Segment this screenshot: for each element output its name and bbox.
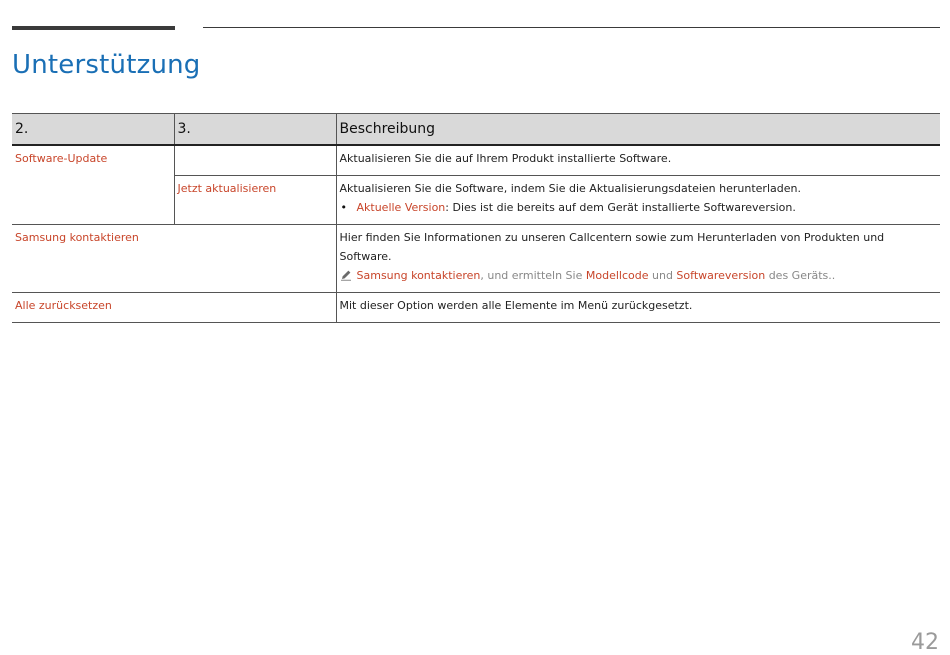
jetzt-aktualisieren-link[interactable]: Jetzt aktualisieren xyxy=(177,182,277,195)
alle-zuruecksetzen-description: Mit dieser Option werden alle Elemente im Menü zurückgesetzt. xyxy=(336,293,940,323)
note-text-3: des Geräts.. xyxy=(765,269,836,282)
alle-zuruecksetzen-cell xyxy=(12,293,336,323)
jetzt-aktualisieren-description: Aktualisieren Sie die Software, indem Sie die Aktualisierungsdateien herunterladen. xyxy=(339,182,801,195)
table-row-alle-zuruecksetzen xyxy=(12,293,940,323)
list-item xyxy=(340,198,938,217)
samsung-kontaktieren-cell xyxy=(12,225,336,293)
jetzt-aktualisieren-cell xyxy=(174,176,336,225)
empty-cell xyxy=(174,145,336,176)
header-rule-thin xyxy=(203,27,940,28)
page-title: Unterstützung xyxy=(12,50,201,80)
samsung-kontaktieren-link[interactable]: Samsung kontaktieren xyxy=(15,231,139,244)
alle-zuruecksetzen-link[interactable]: Alle zurücksetzen xyxy=(15,299,112,312)
note-text-1: , und ermitteln Sie xyxy=(480,269,586,282)
empty-cell xyxy=(12,176,174,225)
table-header-row xyxy=(12,114,940,146)
software-update-description: Aktualisieren Sie die auf Ihrem Produkt installierte Software. xyxy=(336,145,940,176)
table-row-samsung-kontaktieren xyxy=(12,225,940,293)
note-text-2: und xyxy=(648,269,677,282)
samsung-kontaktieren-description: Hier finden Sie Informationen zu unseren Callcentern sowie zum Herunterladen von Produkten und Software. xyxy=(339,231,885,263)
settings-table xyxy=(12,113,940,323)
note-line xyxy=(340,266,938,285)
bullet-list xyxy=(340,198,938,217)
table-row-jetzt-aktualisieren xyxy=(12,176,940,225)
note-samsung-link[interactable]: Samsung kontaktieren xyxy=(356,269,481,282)
softwareversion-link[interactable]: Softwareversion xyxy=(676,269,766,282)
table-row-software-update xyxy=(12,145,940,176)
header-col-2: 2. xyxy=(12,114,174,146)
jetzt-aktualisieren-description-cell xyxy=(336,176,940,225)
page-number: 42 xyxy=(911,630,939,655)
header-rule-thick xyxy=(12,26,175,30)
bullet-text: : Dies ist die bereits auf dem Gerät installierte Softwareversion. xyxy=(445,201,796,214)
software-update-link[interactable]: Software-Update xyxy=(15,152,108,165)
samsung-kontaktieren-description-cell xyxy=(336,225,940,293)
header-col-3: 3. xyxy=(174,114,336,146)
aktuelle-version-link[interactable]: Aktuelle Version xyxy=(356,201,446,214)
pencil-icon xyxy=(340,269,352,281)
header-col-description: Beschreibung xyxy=(336,114,940,146)
modellcode-link[interactable]: Modellcode xyxy=(585,269,649,282)
software-update-cell xyxy=(12,145,174,176)
